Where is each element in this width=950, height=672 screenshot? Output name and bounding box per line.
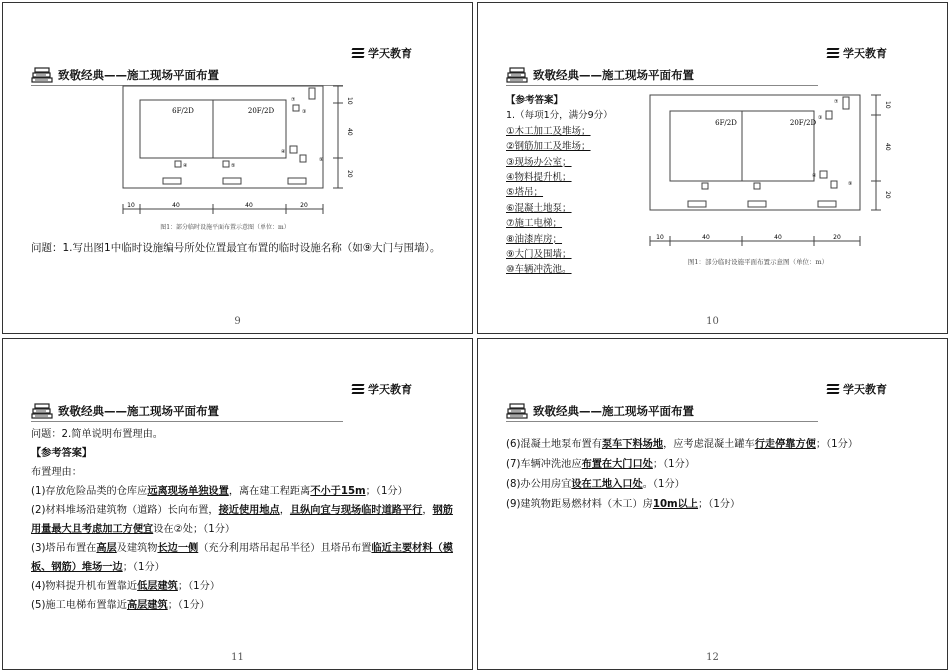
answer-body [506, 435, 936, 515]
question-2-text: 问题：2.简单说明布置理由。 [31, 429, 163, 440]
reason-text: ， [422, 505, 433, 516]
reason-text: (9)建筑物距易燃材料（木工）房 [506, 499, 653, 510]
dim-bottom-2: 40 [172, 202, 180, 209]
reason-text: 。（1分） [642, 479, 685, 490]
brand-mark-icon [827, 48, 839, 59]
brand-mark-icon [352, 384, 364, 395]
diagram-caption: 图1：部分临时设施平面布置示意图（单位：m） [160, 224, 290, 231]
reason-label: 布置理由： [31, 467, 82, 478]
reason-text: (8)办公用房宜 [506, 479, 572, 490]
reason-text: ；（1分） [365, 486, 408, 497]
reason-text: (3)塔吊布置在 [31, 543, 97, 554]
reason-key: 设在工地入口处 [571, 479, 643, 490]
slide-page-11 [2, 338, 473, 670]
marker-3: ③ [818, 115, 823, 121]
reason-text: （充分利用塔吊起吊半径）且塔吊布置 [198, 543, 372, 554]
reason-6 [506, 435, 936, 455]
question-1 [31, 239, 451, 257]
reason-text: ；（1分） [652, 459, 696, 470]
answer-intro: 1.（每项1分，满分9分） [506, 110, 613, 122]
brand-name: 学天教育 [368, 383, 412, 396]
brand-logo [827, 381, 887, 397]
dim-bottom-4: 20 [300, 202, 308, 209]
reason-8 [506, 475, 936, 495]
reason-text: 及建筑物 [116, 543, 158, 554]
dim-bottom-1: 10 [127, 202, 135, 209]
marker-9: ⑨ [319, 157, 324, 163]
reason-text: ；（1分） [177, 581, 221, 592]
dim-bottom-3: 40 [245, 202, 253, 209]
building-label-6f: 6F/2D [715, 119, 737, 127]
reason-text: ；（1分） [698, 499, 741, 510]
marker-9: ⑨ [848, 181, 853, 187]
marker-7: ⑦ [834, 99, 839, 105]
reason-key: 远离现场单独设置 [147, 486, 229, 497]
dim-bottom-3: 40 [774, 234, 782, 241]
reason-4 [31, 577, 461, 596]
books-icon [506, 65, 528, 83]
reason-text: (4)物料提升机布置靠近 [31, 581, 138, 592]
answer-item: ⑨大门及围墙； [506, 249, 572, 261]
books-icon [31, 401, 53, 419]
reason-5 [31, 596, 461, 615]
diagram-caption: 图1：部分临时设施平面布置示意图（单位：m） [687, 258, 829, 266]
page-number: 9 [234, 316, 241, 327]
reason-key: 且纵向宜与现场临时道路平行 [289, 505, 423, 516]
brand-name: 学天教育 [368, 47, 412, 60]
answer-heading: 【参考答案】 [31, 448, 93, 459]
answer-heading: 【参考答案】 [506, 95, 564, 106]
books-icon [506, 401, 528, 419]
brand-mark-icon [827, 384, 839, 395]
question-1-text: 问题：1.写出图1中临时设施编号所处位置最宜布置的临时设施名称（如⑨大门与围墙）。 [31, 242, 441, 254]
answer-item: ③现场办公室； [506, 156, 572, 168]
section-header [506, 65, 818, 86]
marker-7: ⑦ [291, 97, 296, 103]
reason-key: 低层建筑 [137, 581, 178, 592]
brand-logo [352, 45, 412, 61]
slide-page-10 [477, 2, 948, 334]
page-number: 11 [231, 652, 244, 663]
marker-3: ③ [302, 109, 307, 115]
site-plan-diagram [638, 91, 903, 271]
building-label-6f: 6F/2D [172, 107, 194, 115]
slide-page-12 [477, 338, 948, 670]
marker-5: ⑤ [231, 163, 236, 169]
reason-3 [31, 539, 461, 577]
brand-logo [827, 45, 887, 61]
reason-1 [31, 482, 461, 501]
books-icon [31, 65, 53, 83]
brand-name: 学天教育 [843, 47, 887, 60]
answer-list [506, 93, 613, 278]
marker-4b: ④ [183, 163, 188, 169]
section-header [506, 401, 818, 422]
reason-text: (2)材料堆场沿建筑物（道路）长向布置， [31, 505, 219, 516]
brand-name: 学天教育 [843, 383, 887, 396]
site-plan-diagram [113, 83, 363, 233]
reason-key: 不小于15m [310, 486, 366, 497]
reason-key: 布置在大门口处 [581, 459, 653, 470]
page-number: 12 [706, 652, 719, 663]
slide-page-9 [2, 2, 473, 334]
section-header [31, 401, 343, 422]
reason-key: 高层建筑 [126, 600, 168, 611]
reason-text: ；（1分） [815, 439, 859, 450]
building-label-20f: 20F/2D [247, 107, 275, 115]
reason-text: ；（1分） [167, 600, 210, 611]
dim-right-2: 40 [884, 143, 891, 151]
dim-right-1: 10 [884, 101, 891, 109]
reason-key: 钢筋用量最大且考虑加工方便宜 [31, 505, 453, 535]
section-title: 致敬经典——施工现场平面布置 [533, 404, 694, 418]
reason-key: 10m以上 [652, 499, 699, 510]
section-title: 致敬经典——施工现场平面布置 [533, 68, 694, 82]
brand-mark-icon [352, 48, 364, 59]
reason-text: ，离在建工程距离 [228, 486, 311, 497]
dim-right-1: 10 [346, 97, 353, 105]
marker-4: ④ [281, 149, 286, 155]
section-title: 致敬经典——施工现场平面布置 [58, 404, 219, 418]
reason-key: 长边一侧 [157, 543, 199, 554]
marker-4: ④ [812, 173, 817, 179]
reason-9 [506, 495, 936, 515]
reason-7 [506, 455, 936, 475]
reason-2 [31, 501, 461, 539]
answer-item: ⑤塔吊； [506, 187, 544, 199]
dim-bottom-2: 40 [702, 234, 710, 241]
reason-text: ；（1分） [122, 562, 165, 573]
answer-item: ⑧油漆库房； [506, 233, 563, 245]
reason-key: 临近主要材料（模板、钢筋）堆场一边 [31, 543, 453, 573]
dim-right-3: 20 [884, 191, 891, 199]
answer-item: ⑥混凝土地泵； [506, 202, 572, 214]
answer-item: ②钢筋加工及堆场； [506, 141, 591, 153]
page-number: 10 [706, 316, 719, 327]
section-title: 致敬经典——施工现场平面布置 [58, 68, 219, 82]
dim-right-2: 40 [346, 128, 353, 136]
reason-key: 接近使用地点 [218, 505, 280, 516]
dim-bottom-4: 20 [833, 234, 841, 241]
reason-text: ，应考虑混凝土罐车 [663, 439, 755, 450]
reason-text: ， [279, 505, 290, 516]
reason-key: 高层 [96, 543, 117, 554]
reason-text: (1)存放危险品类的仓库应 [31, 486, 148, 497]
building-label-20f: 20F/2D [789, 119, 817, 127]
reason-text: (6)混凝土地泵布置有 [506, 439, 602, 450]
reason-text: 设在②处；（1分） [153, 524, 236, 535]
answer-item: ①木工加工及堆场； [506, 125, 591, 137]
reason-text: (7)车辆冲洗池应 [506, 459, 582, 470]
answer-body [31, 425, 461, 615]
answer-item: ⑩车辆冲洗池。 [506, 264, 572, 276]
answer-item: ④物料提升机； [506, 172, 572, 184]
brand-logo [352, 381, 412, 397]
reason-key: 泵车下料场地 [601, 439, 664, 450]
dim-bottom-1: 10 [656, 234, 664, 241]
dim-right-3: 20 [346, 170, 353, 178]
answer-item: ⑦施工电梯； [506, 218, 563, 230]
reason-text: (5)施工电梯布置靠近 [31, 600, 127, 611]
reason-key: 行走停靠方便 [754, 439, 816, 450]
